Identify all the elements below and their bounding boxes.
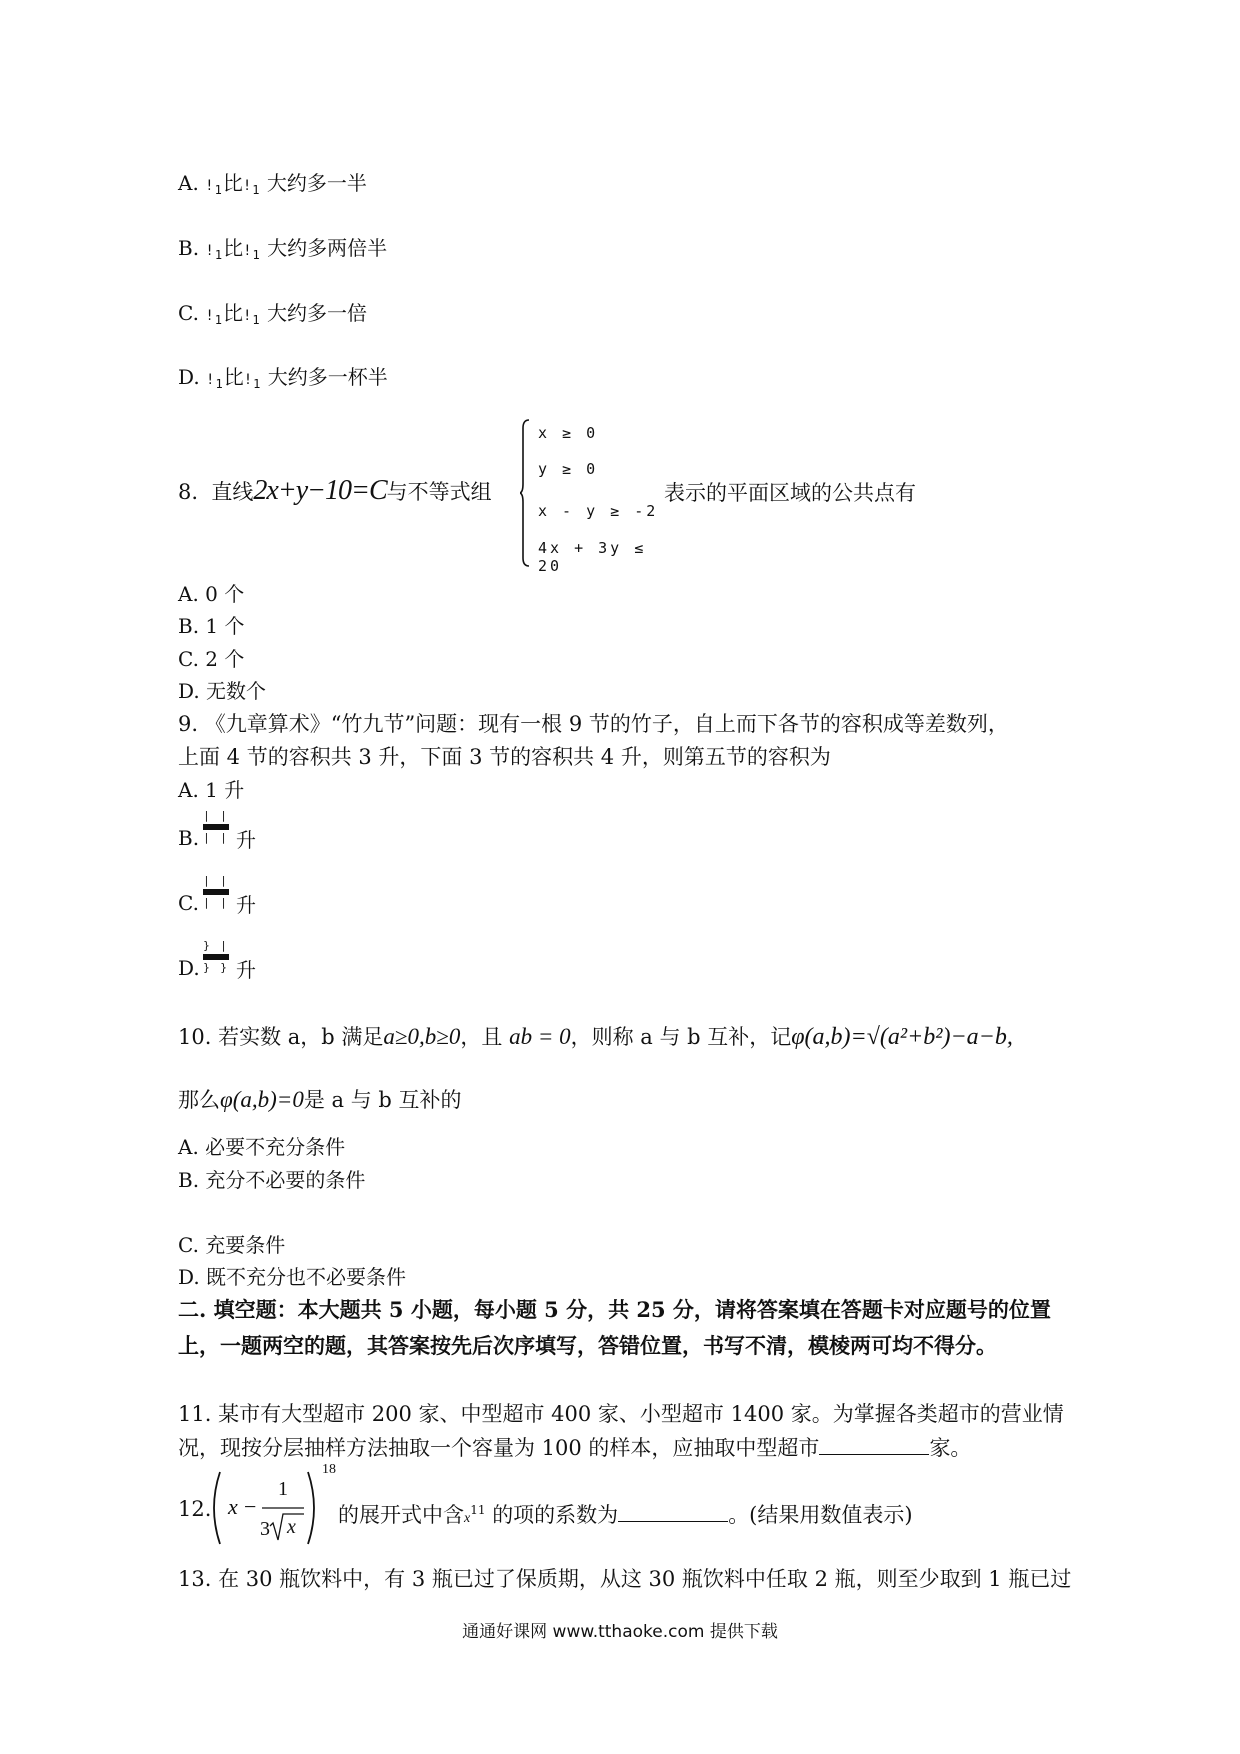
garbled-subscript: 1 [252, 183, 261, 197]
garbled-subscript: 1 [214, 183, 223, 197]
garbled-symbol: ! [205, 308, 215, 324]
option-label: C. [178, 301, 206, 325]
condition-expression: a≥0,b≥0 [383, 1024, 461, 1049]
question-text: 。(结果用数值表示) [728, 1503, 913, 1527]
fraction-numerator: 1 [278, 1478, 288, 1500]
q9-option-d-fraction [203, 940, 229, 974]
left-brace-icon [520, 418, 530, 568]
q8-stem [178, 475, 492, 506]
garbled-subscript: 1 [252, 248, 261, 262]
inequality-row: x - y ≥ -2 [538, 502, 659, 520]
garbled-subscript: 1 [214, 248, 224, 262]
garbled-symbol: ! [206, 372, 216, 388]
q9-option-b-label: B. [178, 826, 200, 850]
q12-stem [338, 1497, 913, 1532]
option-text: 比 [223, 365, 244, 389]
section-heading-line1: 二. 填空题：本大题共 5 小题，每小题 5 分，共 25 分，请将答案填在答题卡对应题号的位置 [178, 1297, 1051, 1322]
q8-option-a: A. 0 个 [178, 582, 245, 606]
q8-option-b: B. 1 个 [178, 614, 245, 638]
inequality-row: 4x + 3y ≤ 20 [538, 539, 647, 575]
q10-option-b: B. 充分不必要的条件 [178, 1168, 366, 1192]
question-text: 家。 [929, 1436, 972, 1460]
q9-option-b-unit: 升 [236, 828, 256, 852]
power-base: x [464, 1511, 471, 1526]
minus-sign: − [244, 1494, 257, 1519]
answer-blank[interactable] [819, 1434, 929, 1455]
q9-option-c-fraction [203, 875, 229, 909]
question-text: 直线 [211, 480, 254, 504]
option-text: 大约多一倍 [267, 301, 368, 325]
question-text: ，且 [460, 1025, 503, 1049]
inequality-row: y ≥ 0 [538, 460, 599, 478]
q7-option-d [178, 364, 388, 397]
fraction-bar [203, 954, 229, 960]
question-text: 的展开式中含 [338, 1503, 464, 1527]
binomial-variable: x [228, 1494, 238, 1519]
q12-number: 12. [178, 1497, 212, 1521]
question-text: 是 a 与 b 互补的 [303, 1088, 462, 1112]
garbled-symbol: ! [243, 372, 254, 388]
fraction-numerator: | | [203, 874, 229, 887]
radicand: x [287, 1516, 296, 1538]
fraction-denominator: 3 [260, 1518, 270, 1540]
garbled-subscript: 1 [214, 313, 223, 327]
fraction-bar [203, 824, 229, 830]
garbled-symbol: ! [242, 178, 253, 194]
phi-definition: φ(a,b)=√(a²+b²)−a−b, [791, 1024, 1013, 1050]
answer-blank[interactable] [618, 1501, 728, 1522]
option-text: 大约多一半 [266, 171, 367, 195]
q7-option-c [178, 300, 367, 333]
q10-stem-line1 [178, 1024, 1013, 1050]
fraction-denominator: | | [203, 896, 229, 909]
option-label: A. [178, 171, 206, 195]
option-text: 比 [222, 301, 243, 325]
question-text: 那么 [178, 1088, 220, 1112]
option-text: 大约多一杯半 [267, 365, 388, 389]
q10-stem-line2 [178, 1087, 462, 1113]
question-text: 10. 若实数 a，b 满足 [178, 1025, 384, 1049]
q13-stem-line1: 13. 在 30 瓶饮料中，有 3 瓶已过了保质期，从这 30 瓶饮料中任取 2 瓶，则至少取到 1 瓶已过 [178, 1567, 1072, 1591]
q9-option-d-unit: 升 [236, 958, 256, 982]
inequality-row: x ≥ 0 [538, 424, 599, 442]
q9-option-d-label: D. [178, 956, 200, 980]
line-equation: 2x+y−10=C [253, 475, 387, 506]
q7-option-a [178, 170, 367, 203]
phi-equation: φ(a,b)=0 [220, 1087, 304, 1112]
question-text: 况，现按分层抽样方法抽取一个容量为 100 的样本，应抽取中型超市 [178, 1436, 820, 1460]
q11-stem-line1: 11. 某市有大型超市 200 家、中型超市 400 家、小型超市 1400 家。为掌握各类超市的营业情 [178, 1402, 1064, 1426]
option-text: 比 [222, 171, 243, 195]
q9-option-b-fraction [203, 810, 229, 844]
garbled-symbol: ! [242, 308, 253, 324]
q9-stem-line2: 上面 4 节的容积共 3 升，下面 3 节的容积共 4 升，则第五节的容积为 [178, 745, 831, 769]
q10-option-c: C. 充要条件 [178, 1233, 286, 1257]
section-heading-line2: 上，一题两空的题，其答案按先后次序填写，答错位置，书写不清，模棱两可均不得分。 [178, 1333, 997, 1358]
fraction-denominator: } } [203, 961, 229, 974]
q10-option-a: A. 必要不充分条件 [178, 1135, 346, 1159]
option-label: B. [178, 236, 206, 260]
q9-stem-line1: 9. 《九章算术》“竹九节”问题：现有一根 9 节的竹子，自上而下各节的容积成等差数列， [178, 712, 1009, 736]
garbled-subscript: 1 [253, 377, 262, 391]
garbled-symbol: ! [205, 243, 215, 259]
product-expression: ab = 0 [509, 1024, 571, 1049]
fraction-denominator: | | [203, 831, 229, 844]
fraction-bar [203, 889, 229, 895]
q8-stem-suffix: 表示的平面区域的公共点有 [664, 481, 916, 505]
question-text: 的项的系数为 [492, 1503, 619, 1527]
option-text: 比 [223, 236, 244, 260]
footer-credit: 通通好课网 www.tthaoke.com 提供下载 [462, 1622, 778, 1642]
option-label: D. [178, 365, 207, 389]
inequality-system [520, 418, 670, 575]
q9-option-c-label: C. [178, 891, 199, 915]
garbled-symbol: ! [243, 243, 253, 259]
q9-option-c-unit: 升 [236, 893, 256, 917]
q8-option-d: D. 无数个 [178, 679, 267, 703]
question-text: 与不等式组 [386, 480, 492, 504]
q11-stem-line2 [178, 1434, 971, 1461]
garbled-subscript: 1 [215, 377, 224, 391]
q10-option-d: D. 既不充分也不必要条件 [178, 1265, 407, 1289]
option-text: 大约多两倍半 [267, 236, 388, 260]
q7-option-b [178, 235, 387, 268]
question-number: 8. [178, 480, 199, 504]
power-exponent: 11 [470, 1503, 486, 1517]
question-text: ，则称 a 与 b 互补，记 [570, 1025, 792, 1049]
garbled-subscript: 1 [252, 313, 261, 327]
q9-option-a: A. 1 升 [178, 778, 245, 802]
fraction-numerator: | | [203, 809, 229, 822]
fraction-numerator: } | [203, 939, 229, 952]
q12-binomial-expression [208, 1466, 320, 1550]
garbled-symbol: ! [205, 178, 215, 194]
binomial-exponent: 18 [322, 1462, 336, 1477]
q8-option-c: C. 2 个 [178, 647, 245, 671]
